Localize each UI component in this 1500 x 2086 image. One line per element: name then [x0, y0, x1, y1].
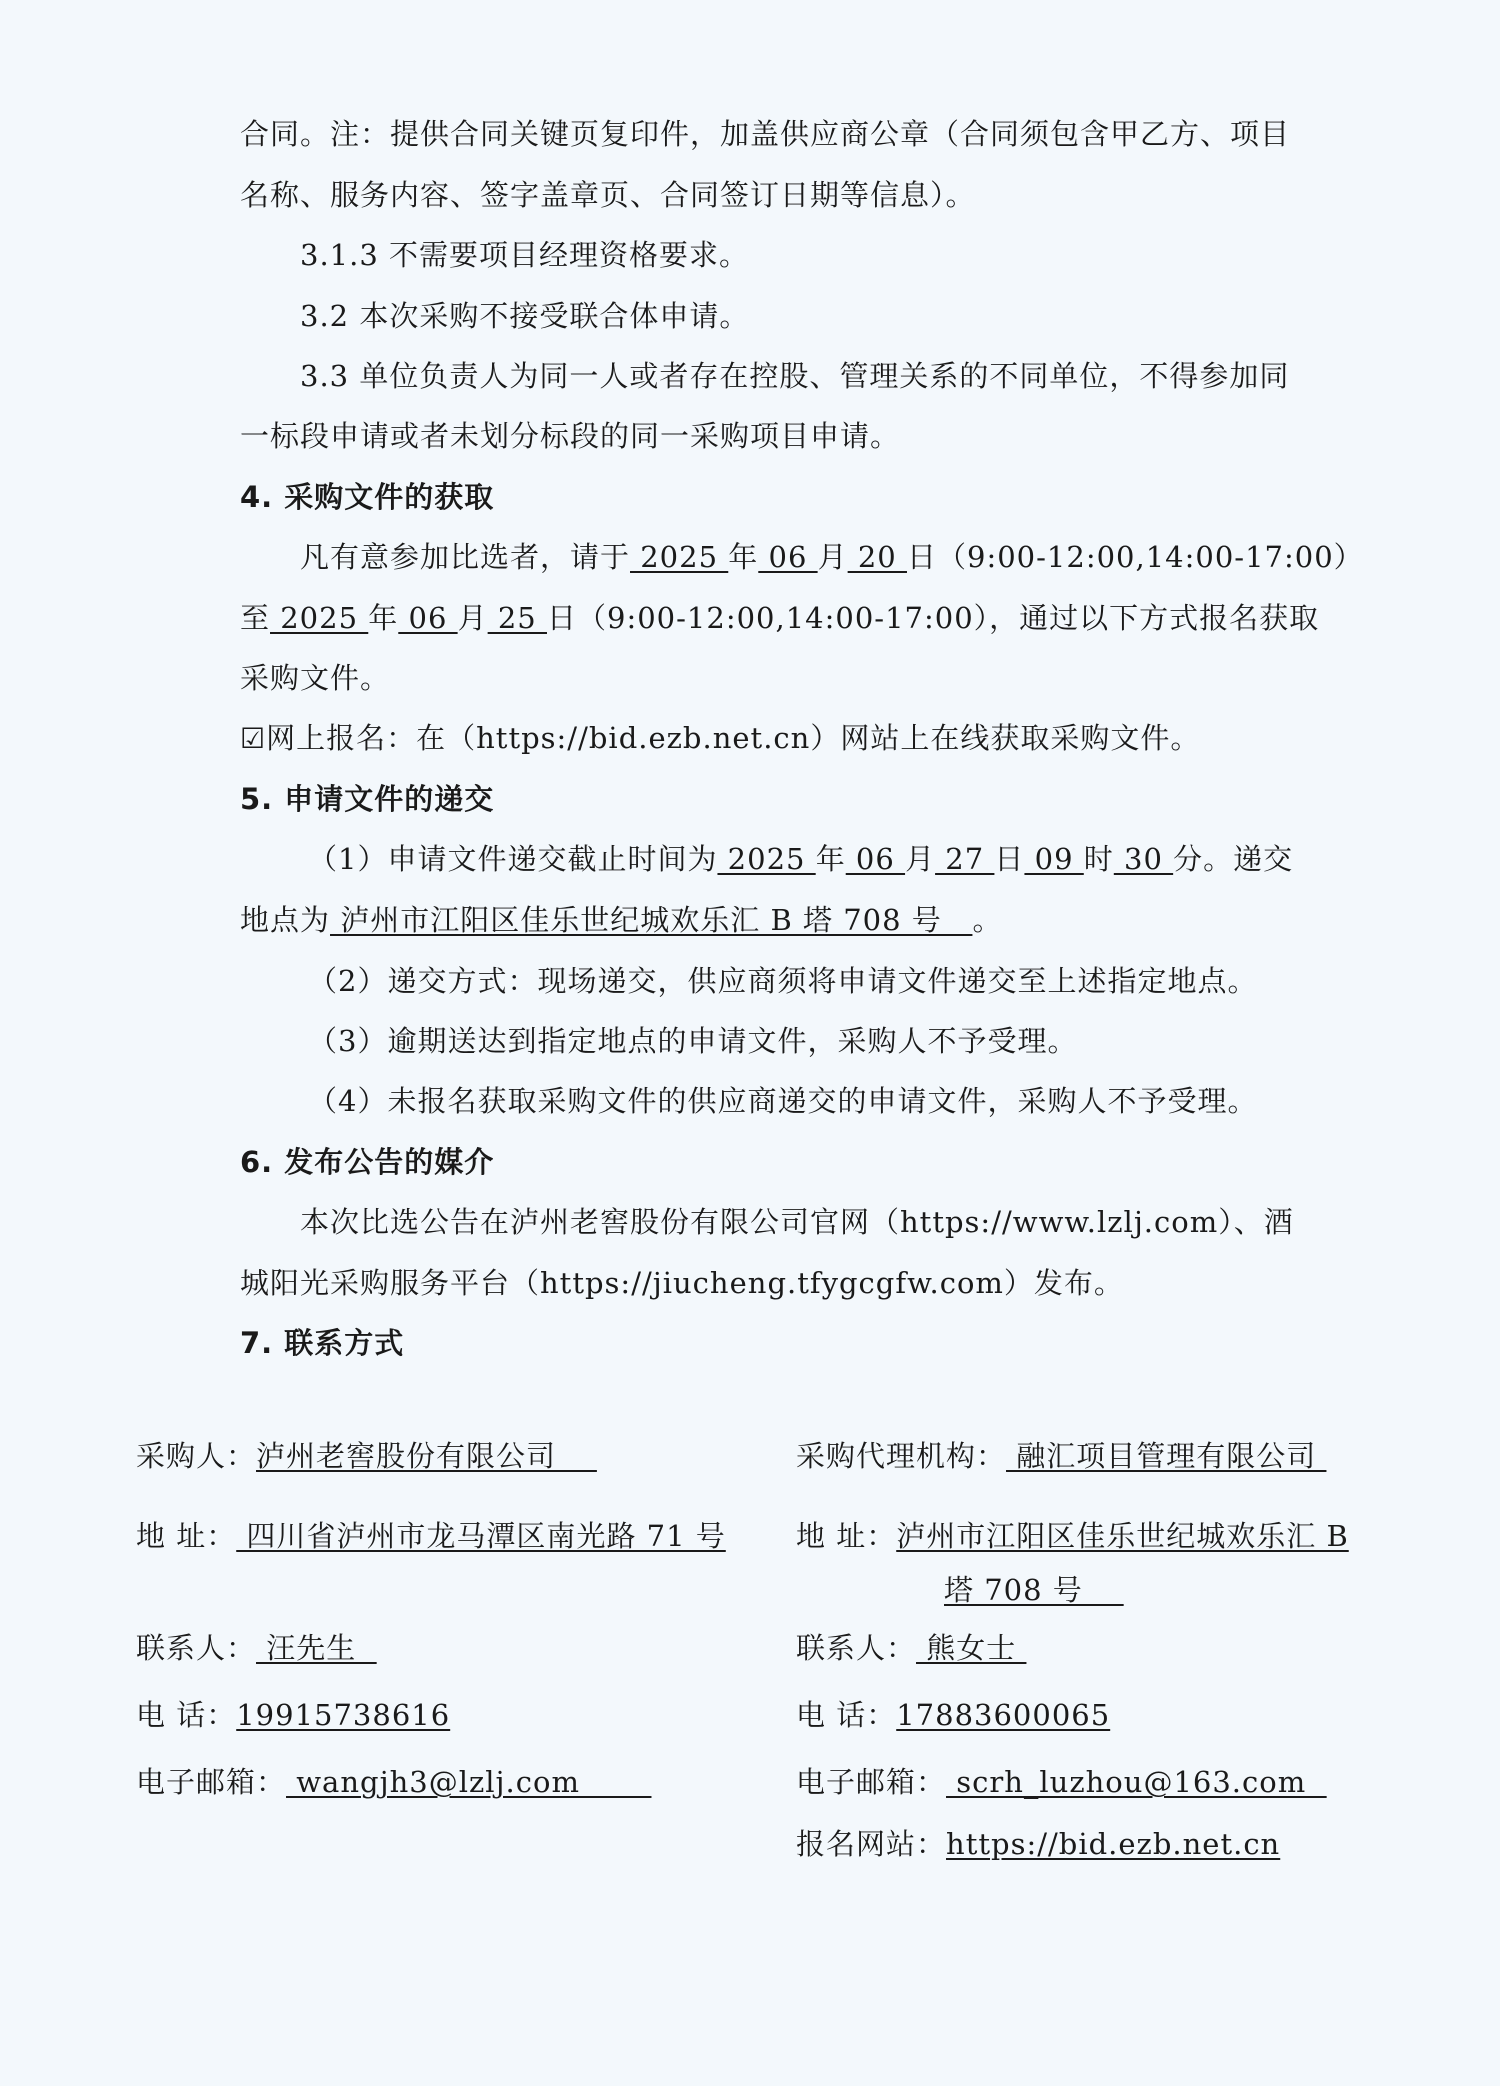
online-registration — [240, 718, 1280, 759]
purchaser-email-row — [136, 1762, 651, 1802]
day-char: 日 — [546, 601, 577, 635]
hour-char: 时 — [1083, 842, 1114, 876]
agency-phone: 17883600065 — [896, 1698, 1111, 1732]
purchaser-email-label: 电子邮箱： — [136, 1765, 287, 1799]
agency-name: 融汇项目管理有限公司 — [1006, 1439, 1327, 1473]
end-month: 06 — [398, 601, 458, 635]
section-6-heading: 6. 发布公告的媒介 — [240, 1145, 495, 1179]
section-5-item2: （2）递交方式：现场递交，供应商须将申请文件递交至上述指定地点。 — [308, 964, 1258, 998]
section-4-dates-line2 — [240, 598, 1320, 638]
time-range-1: （9:00-12:00,14:00-17:00） — [937, 540, 1364, 574]
day-char: 日 — [906, 540, 937, 574]
paragraph-contract-note-line1: 合同。注：提供合同关键页复印件，加盖供应商公章（合同须包含甲乙方、项目 — [240, 117, 1291, 151]
purchaser-email[interactable]: wangjh3@lzlj.com — [286, 1765, 652, 1799]
online-registration-text: 网上报名：在（https://bid.ezb.net.cn）网站上在线获取采购文件。 — [266, 721, 1201, 755]
time-range-2: （9:00-12:00,14:00-17:00），通过以下方式报名获取 — [577, 601, 1320, 635]
start-day: 20 — [847, 540, 907, 574]
paragraph-3-2: 3.2 本次采购不接受联合体申请。 — [300, 299, 750, 333]
agency-address-line2: 塔 708 号 — [944, 1573, 1124, 1607]
purchaser-name: 泸州老窖股份有限公司 — [256, 1439, 597, 1473]
agency-address-row — [796, 1516, 1349, 1556]
agency-address-row-2 — [944, 1570, 1124, 1610]
paragraph-3-3-line1: 3.3 单位负责人为同一人或者存在控股、管理关系的不同单位，不得参加同 — [300, 359, 1290, 393]
submission-place: 泸州市江阳区佳乐世纪城欢乐汇 B 塔 708 号 — [330, 903, 973, 937]
day-char: 日 — [994, 842, 1025, 876]
purchaser-address-row — [136, 1516, 726, 1556]
section-4-dates-line1 — [300, 537, 1364, 577]
agency-address-label: 地 址： — [796, 1519, 897, 1553]
end-day: 25 — [487, 601, 547, 635]
year-char: 年 — [815, 842, 846, 876]
agency-email-row — [796, 1762, 1327, 1802]
agency-label: 采购代理机构： — [796, 1439, 1007, 1473]
purchaser-phone-label: 电 话： — [136, 1698, 237, 1732]
purchaser-name-row — [136, 1436, 597, 1476]
year-char: 年 — [368, 601, 399, 635]
deadline-year: 2025 — [717, 842, 816, 876]
agency-site-label: 报名网站： — [796, 1827, 947, 1861]
start-month: 06 — [758, 540, 818, 574]
deadline-month: 06 — [845, 842, 906, 876]
month-char: 月 — [457, 601, 488, 635]
purchaser-contact: 汪先生 — [256, 1631, 377, 1665]
purchaser-phone-row — [136, 1695, 450, 1735]
month-char: 月 — [905, 842, 936, 876]
intro-text: 凡有意参加比选者，请于 — [300, 540, 631, 574]
place-prefix: 地点为 — [240, 903, 331, 937]
deadline-suffix: 分。递交 — [1173, 842, 1294, 876]
section-5-item3: （3）逾期送达到指定地点的申请文件，采购人不予受理。 — [308, 1024, 1078, 1058]
purchaser-contact-label: 联系人： — [136, 1631, 257, 1665]
purchaser-address-label: 地 址： — [136, 1519, 237, 1553]
agency-email[interactable]: scrh_luzhou@163.com — [946, 1765, 1327, 1799]
section-4-heading: 4. 采购文件的获取 — [240, 480, 495, 514]
agency-phone-label: 电 话： — [796, 1698, 897, 1732]
agency-site-row — [796, 1824, 1280, 1864]
agency-phone-row — [796, 1695, 1110, 1735]
section-5-item4: （4）未报名获取采购文件的供应商递交的申请文件，采购人不予受理。 — [308, 1084, 1258, 1118]
paragraph-contract-note-line2: 名称、服务内容、签字盖章页、合同签订日期等信息）。 — [240, 178, 976, 212]
checkbox-checked-icon: ☑ — [240, 722, 267, 755]
place-suffix: 。 — [972, 903, 1003, 937]
deadline-day: 27 — [935, 842, 995, 876]
section-5-item1-line1 — [308, 839, 1294, 879]
year-char: 年 — [728, 540, 759, 574]
section-5-heading: 5. 申请文件的递交 — [240, 782, 495, 816]
paragraph-3-1-3: 3.1.3 不需要项目经理资格要求。 — [300, 238, 750, 272]
agency-address-line1: 泸州市江阳区佳乐世纪城欢乐汇 B — [896, 1519, 1349, 1553]
agency-name-row — [796, 1436, 1326, 1476]
agency-contact: 熊女士 — [916, 1631, 1027, 1665]
deadline-hour: 09 — [1024, 842, 1084, 876]
purchaser-address: 四川省泸州市龙马潭区南光路 71 号 — [236, 1519, 726, 1553]
end-year: 2025 — [270, 601, 369, 635]
deadline-prefix: （1）申请文件递交截止时间为 — [308, 842, 718, 876]
section-5-item1-line2 — [240, 900, 1280, 940]
section-6-line2: 城阳光采购服务平台（https://jiucheng.tfygcgfw.com）发布。 — [240, 1266, 1124, 1300]
section-6-line1: 本次比选公告在泸州老窖股份有限公司官网（https://www.lzlj.com）、酒 — [300, 1205, 1294, 1239]
purchaser-phone: 19915738616 — [236, 1698, 451, 1732]
section-4-dates-line3: 采购文件。 — [240, 661, 391, 695]
to-text: 至 — [240, 601, 271, 635]
agency-email-label: 电子邮箱： — [796, 1765, 947, 1799]
deadline-minute: 30 — [1113, 842, 1174, 876]
paragraph-3-3-line2: 一标段申请或者未划分标段的同一采购项目申请。 — [240, 419, 901, 453]
agency-contact-label: 联系人： — [796, 1631, 917, 1665]
month-char: 月 — [817, 540, 848, 574]
agency-contact-row — [796, 1628, 1026, 1668]
purchaser-label: 采购人： — [136, 1439, 257, 1473]
start-year: 2025 — [630, 540, 729, 574]
section-7-heading: 7. 联系方式 — [240, 1326, 405, 1360]
purchaser-contact-row — [136, 1628, 377, 1668]
registration-website-link[interactable]: https://bid.ezb.net.cn — [946, 1827, 1281, 1861]
